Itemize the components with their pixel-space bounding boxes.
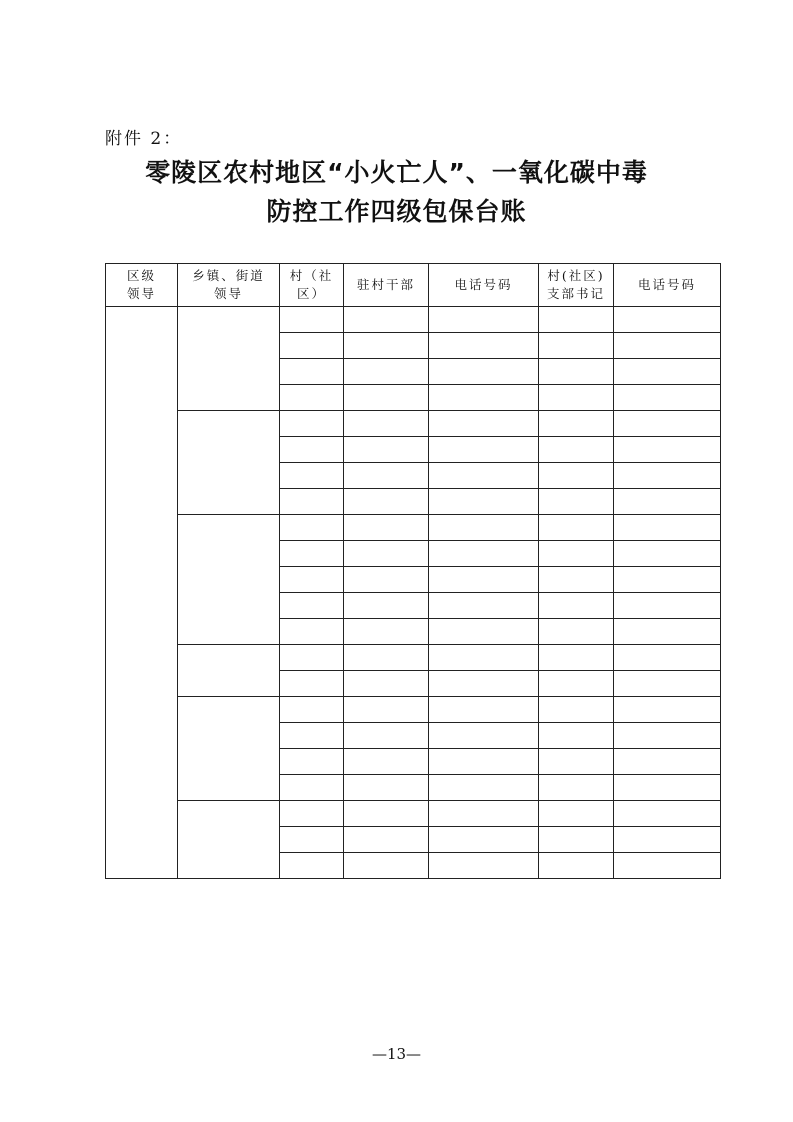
table-row <box>106 645 721 671</box>
village-cadre-cell[interactable] <box>344 333 429 359</box>
village-cell[interactable] <box>280 853 344 879</box>
party-secretary-cell[interactable] <box>539 645 614 671</box>
party-secretary-cell[interactable] <box>539 671 614 697</box>
village-cell[interactable] <box>280 619 344 645</box>
village-cell[interactable] <box>280 385 344 411</box>
village-cadre-cell[interactable] <box>344 619 429 645</box>
village-cell[interactable] <box>280 307 344 333</box>
phone-cell[interactable] <box>429 489 539 515</box>
header-line: 乡镇、街道 <box>192 268 265 283</box>
township-leader-cell[interactable] <box>178 645 280 697</box>
village-cadre-cell[interactable] <box>344 541 429 567</box>
phone-cell[interactable] <box>429 749 539 775</box>
village-cadre-cell[interactable] <box>344 853 429 879</box>
village-cadre-cell[interactable] <box>344 645 429 671</box>
party-secretary-cell[interactable] <box>539 697 614 723</box>
secretary-phone-cell[interactable] <box>614 437 721 463</box>
header-line: 区） <box>296 286 326 301</box>
phone-cell[interactable] <box>429 671 539 697</box>
village-cell[interactable] <box>280 515 344 541</box>
village-cadre-cell[interactable] <box>344 307 429 333</box>
party-secretary-cell[interactable] <box>539 541 614 567</box>
secretary-phone-cell[interactable] <box>614 411 721 437</box>
township-leader-cell[interactable] <box>178 307 280 411</box>
village-cell[interactable] <box>280 567 344 593</box>
attachment-label: 附件 2： <box>105 129 183 149</box>
table-body <box>106 307 721 879</box>
party-secretary-cell[interactable] <box>539 593 614 619</box>
secretary-phone-cell[interactable] <box>614 567 721 593</box>
header-line: 村(社区) <box>547 268 605 283</box>
phone-cell[interactable] <box>429 385 539 411</box>
header-village <box>280 264 344 307</box>
header-line: 区级 <box>126 268 156 283</box>
secretary-phone-cell[interactable] <box>614 463 721 489</box>
header-phone-2 <box>614 264 721 307</box>
village-cell[interactable] <box>280 749 344 775</box>
party-secretary-cell[interactable] <box>539 437 614 463</box>
secretary-phone-cell[interactable] <box>614 489 721 515</box>
secretary-phone-cell[interactable] <box>614 827 721 853</box>
header-line: 驻村干部 <box>356 277 415 292</box>
party-secretary-cell[interactable] <box>539 775 614 801</box>
party-secretary-cell[interactable] <box>539 489 614 515</box>
township-leader-cell[interactable] <box>178 801 280 879</box>
header-line: 领导 <box>126 286 156 301</box>
village-cadre-cell[interactable] <box>344 671 429 697</box>
secretary-phone-cell[interactable] <box>614 385 721 411</box>
secretary-phone-cell[interactable] <box>614 333 721 359</box>
village-cadre-cell[interactable] <box>344 463 429 489</box>
phone-cell[interactable] <box>429 437 539 463</box>
phone-cell[interactable] <box>429 411 539 437</box>
table-row <box>106 411 721 437</box>
phone-cell[interactable] <box>429 619 539 645</box>
secretary-phone-cell[interactable] <box>614 775 721 801</box>
secretary-phone-cell[interactable] <box>614 645 721 671</box>
secretary-phone-cell[interactable] <box>614 307 721 333</box>
table-row <box>106 515 721 541</box>
township-leader-cell[interactable] <box>178 515 280 645</box>
village-cell[interactable] <box>280 723 344 749</box>
party-secretary-cell[interactable] <box>539 385 614 411</box>
phone-cell[interactable] <box>429 827 539 853</box>
header-party-secretary <box>539 264 614 307</box>
village-cell[interactable] <box>280 645 344 671</box>
header-district-leader <box>106 264 178 307</box>
phone-cell[interactable] <box>429 645 539 671</box>
village-cell[interactable] <box>280 437 344 463</box>
header-phone-1 <box>429 264 539 307</box>
ledger-table <box>105 263 721 879</box>
phone-cell[interactable] <box>429 853 539 879</box>
village-cadre-cell[interactable] <box>344 385 429 411</box>
phone-cell[interactable] <box>429 333 539 359</box>
header-line: 支部书记 <box>546 286 605 301</box>
village-cell[interactable] <box>280 541 344 567</box>
party-secretary-cell[interactable] <box>539 411 614 437</box>
party-secretary-cell[interactable] <box>539 723 614 749</box>
village-cell[interactable] <box>280 697 344 723</box>
phone-cell[interactable] <box>429 515 539 541</box>
village-cell[interactable] <box>280 801 344 827</box>
village-cadre-cell[interactable] <box>344 437 429 463</box>
village-cell[interactable] <box>280 333 344 359</box>
phone-cell[interactable] <box>429 541 539 567</box>
secretary-phone-cell[interactable] <box>614 801 721 827</box>
village-cell[interactable] <box>280 359 344 385</box>
township-leader-cell[interactable] <box>178 697 280 801</box>
village-cell[interactable] <box>280 489 344 515</box>
party-secretary-cell[interactable] <box>539 359 614 385</box>
secretary-phone-cell[interactable] <box>614 853 721 879</box>
village-cadre-cell[interactable] <box>344 359 429 385</box>
header-township-leader <box>178 264 280 307</box>
township-leader-cell[interactable] <box>178 411 280 515</box>
phone-cell[interactable] <box>429 359 539 385</box>
village-cell[interactable] <box>280 463 344 489</box>
table-row <box>106 697 721 723</box>
secretary-phone-cell[interactable] <box>614 541 721 567</box>
phone-cell[interactable] <box>429 567 539 593</box>
header-line: 电话号码 <box>637 277 696 292</box>
village-cell[interactable] <box>280 671 344 697</box>
table-row <box>106 801 721 827</box>
phone-cell[interactable] <box>429 463 539 489</box>
village-cadre-cell[interactable] <box>344 593 429 619</box>
secretary-phone-cell[interactable] <box>614 359 721 385</box>
header-line: 村（社 <box>289 268 334 283</box>
party-secretary-cell[interactable] <box>539 515 614 541</box>
secretary-phone-cell[interactable] <box>614 749 721 775</box>
phone-cell[interactable] <box>429 697 539 723</box>
village-cadre-cell[interactable] <box>344 567 429 593</box>
secretary-phone-cell[interactable] <box>614 697 721 723</box>
village-cell[interactable] <box>280 775 344 801</box>
village-cadre-cell[interactable] <box>344 775 429 801</box>
phone-cell[interactable] <box>429 593 539 619</box>
party-secretary-cell[interactable] <box>539 801 614 827</box>
village-cell[interactable] <box>280 411 344 437</box>
village-cell[interactable] <box>280 593 344 619</box>
secretary-phone-cell[interactable] <box>614 671 721 697</box>
party-secretary-cell[interactable] <box>539 619 614 645</box>
phone-cell[interactable] <box>429 307 539 333</box>
phone-cell[interactable] <box>429 723 539 749</box>
village-cadre-cell[interactable] <box>344 827 429 853</box>
party-secretary-cell[interactable] <box>539 853 614 879</box>
phone-cell[interactable] <box>429 775 539 801</box>
header-line: 领导 <box>213 286 243 301</box>
secretary-phone-cell[interactable] <box>614 593 721 619</box>
table-header-row <box>106 264 721 307</box>
party-secretary-cell[interactable] <box>539 567 614 593</box>
header-line: 电话号码 <box>454 277 513 292</box>
village-cadre-cell[interactable] <box>344 411 429 437</box>
party-secretary-cell[interactable] <box>539 749 614 775</box>
party-secretary-cell[interactable] <box>539 307 614 333</box>
village-cadre-cell[interactable] <box>344 697 429 723</box>
district-leader-cell[interactable] <box>106 307 178 879</box>
village-cadre-cell[interactable] <box>344 489 429 515</box>
secretary-phone-cell[interactable] <box>614 723 721 749</box>
party-secretary-cell[interactable] <box>539 333 614 359</box>
table-row <box>106 307 721 333</box>
document-title-line2: 防控工作四级包保台账 <box>266 197 527 226</box>
village-cadre-cell[interactable] <box>344 801 429 827</box>
village-cadre-cell[interactable] <box>344 515 429 541</box>
village-cell[interactable] <box>280 827 344 853</box>
party-secretary-cell[interactable] <box>539 827 614 853</box>
phone-cell[interactable] <box>429 801 539 827</box>
village-cadre-cell[interactable] <box>344 749 429 775</box>
secretary-phone-cell[interactable] <box>614 619 721 645</box>
page-number: —13— <box>371 1045 422 1063</box>
document-title-line1: 零陵区农村地区“小火亡人”、一氧化碳中毒 <box>145 158 648 187</box>
village-cadre-cell[interactable] <box>344 723 429 749</box>
party-secretary-cell[interactable] <box>539 463 614 489</box>
secretary-phone-cell[interactable] <box>614 515 721 541</box>
header-village-cadre <box>344 264 429 307</box>
